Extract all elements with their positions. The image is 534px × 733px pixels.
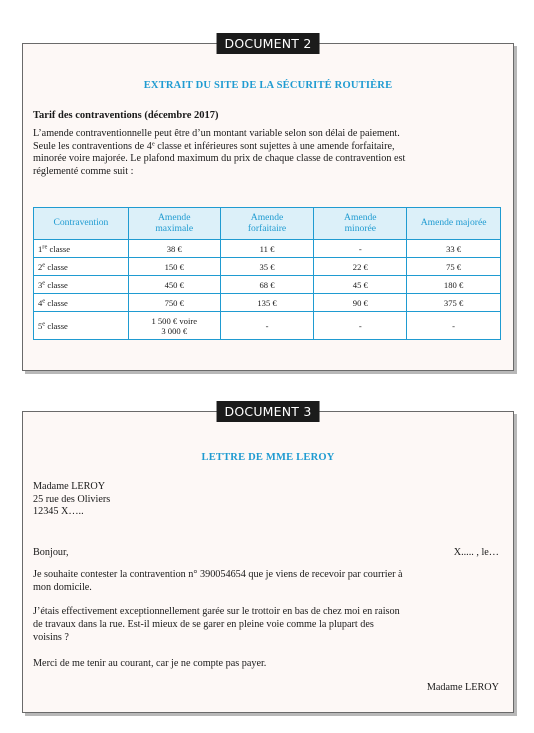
document-2-card [22,36,514,371]
intro-line-4: réglementé comme suit : [33,165,134,177]
header-amende-forfaitaire: Amende forfaitaire [220,208,314,240]
table-row [34,240,501,258]
header-contravention: Contravention [34,208,129,240]
header-amende-minoree: Amende minorée [314,208,407,240]
sender-street: 25 rue des Oliviers [33,493,111,505]
document-3-title: LETTRE DE MME LEROY [201,452,335,463]
minoree-cell: 90 € [314,294,407,312]
table-row [34,276,501,294]
majoree-cell: 75 € [407,258,501,276]
sender-name: Madame LEROY [33,481,106,492]
forfaitaire-cell: 11 € [220,240,314,258]
forfaitaire-cell: 35 € [220,258,314,276]
max-cell: 750 € [128,294,220,312]
table-row [34,258,501,276]
minoree-cell: - [314,312,407,340]
table-row [34,294,501,312]
letter-p2-line-2: de travaux dans la rue. Est-il mieux de se garer en pleine voie comme la plupart des [33,618,374,630]
greeting: Bonjour, [33,547,69,558]
majoree-cell: 180 € [407,276,501,294]
fines-table [33,207,501,340]
minoree-cell: 45 € [314,276,407,294]
table-header-row [34,208,501,240]
document-3-tab: DOCUMENT 3 [217,401,320,422]
majoree-cell: 375 € [407,294,501,312]
minoree-cell: 22 € [314,258,407,276]
letter-paragraph-1 [33,569,501,595]
fines-subheading: Tarif des contraventions (décembre 2017) [33,110,219,121]
class-cell: 2e classe [34,258,129,276]
forfaitaire-cell: 135 € [220,294,314,312]
letter-p1-line-1: Je souhaite contester la contravention n° 390054654 que je viens de recevoir par courrier à [33,569,403,580]
letter-p2-line-3: voisins ? [33,631,69,643]
intro-line-3: minorée voire majorée. Le plafond maximum du prix de chaque classe de contravention est [33,153,406,165]
max-cell: 150 € [128,258,220,276]
document-2-title: EXTRAIT DU SITE DE LA SÉCURITÉ ROUTIÈRE [143,80,393,91]
header-amende-majoree: Amende majorée [407,208,501,240]
sender-address [33,481,110,519]
signature: Madame LEROY [426,682,499,693]
place-date: X..... , le… [453,547,499,558]
forfaitaire-cell: - [220,312,314,340]
letter-p1-line-2: mon domicile. [33,581,92,593]
class-cell: 5e classe [34,312,129,340]
max-cell: 450 € [128,276,220,294]
max-cell: 38 € [128,240,220,258]
class-cell: 4e classe [34,294,129,312]
document-2-tab: DOCUMENT 2 [217,33,320,54]
letter-paragraph-3: Merci de me tenir au courant, car je ne compte pas payer. [33,658,267,669]
minoree-cell: - [314,240,407,258]
sender-city: 12345 X….. [33,506,84,518]
forfaitaire-cell: 68 € [220,276,314,294]
table-row [34,312,501,340]
letter-paragraph-2 [33,606,501,644]
max-cell: 1 500 € voire 3 000 € [128,312,220,340]
majoree-cell: - [407,312,501,340]
intro-line-1: L’amende contraventionnelle peut être d’un montant variable selon son délai de paiement. [33,128,400,139]
header-amende-maximale: Amende maximale [128,208,220,240]
class-cell: 3e classe [34,276,129,294]
document-3-card [22,404,514,713]
intro-line-2: Seule les contraventions de 4e classe et inférieures sont sujettes à une amende forfaitaire, [33,140,395,152]
letter-p2-line-1: J’étais effectivement exceptionnellement garée sur le trottoir en bas de chez moi en raison [33,606,400,617]
majoree-cell: 33 € [407,240,501,258]
class-cell: 1re classe [34,240,129,258]
fines-intro-paragraph [33,128,501,178]
